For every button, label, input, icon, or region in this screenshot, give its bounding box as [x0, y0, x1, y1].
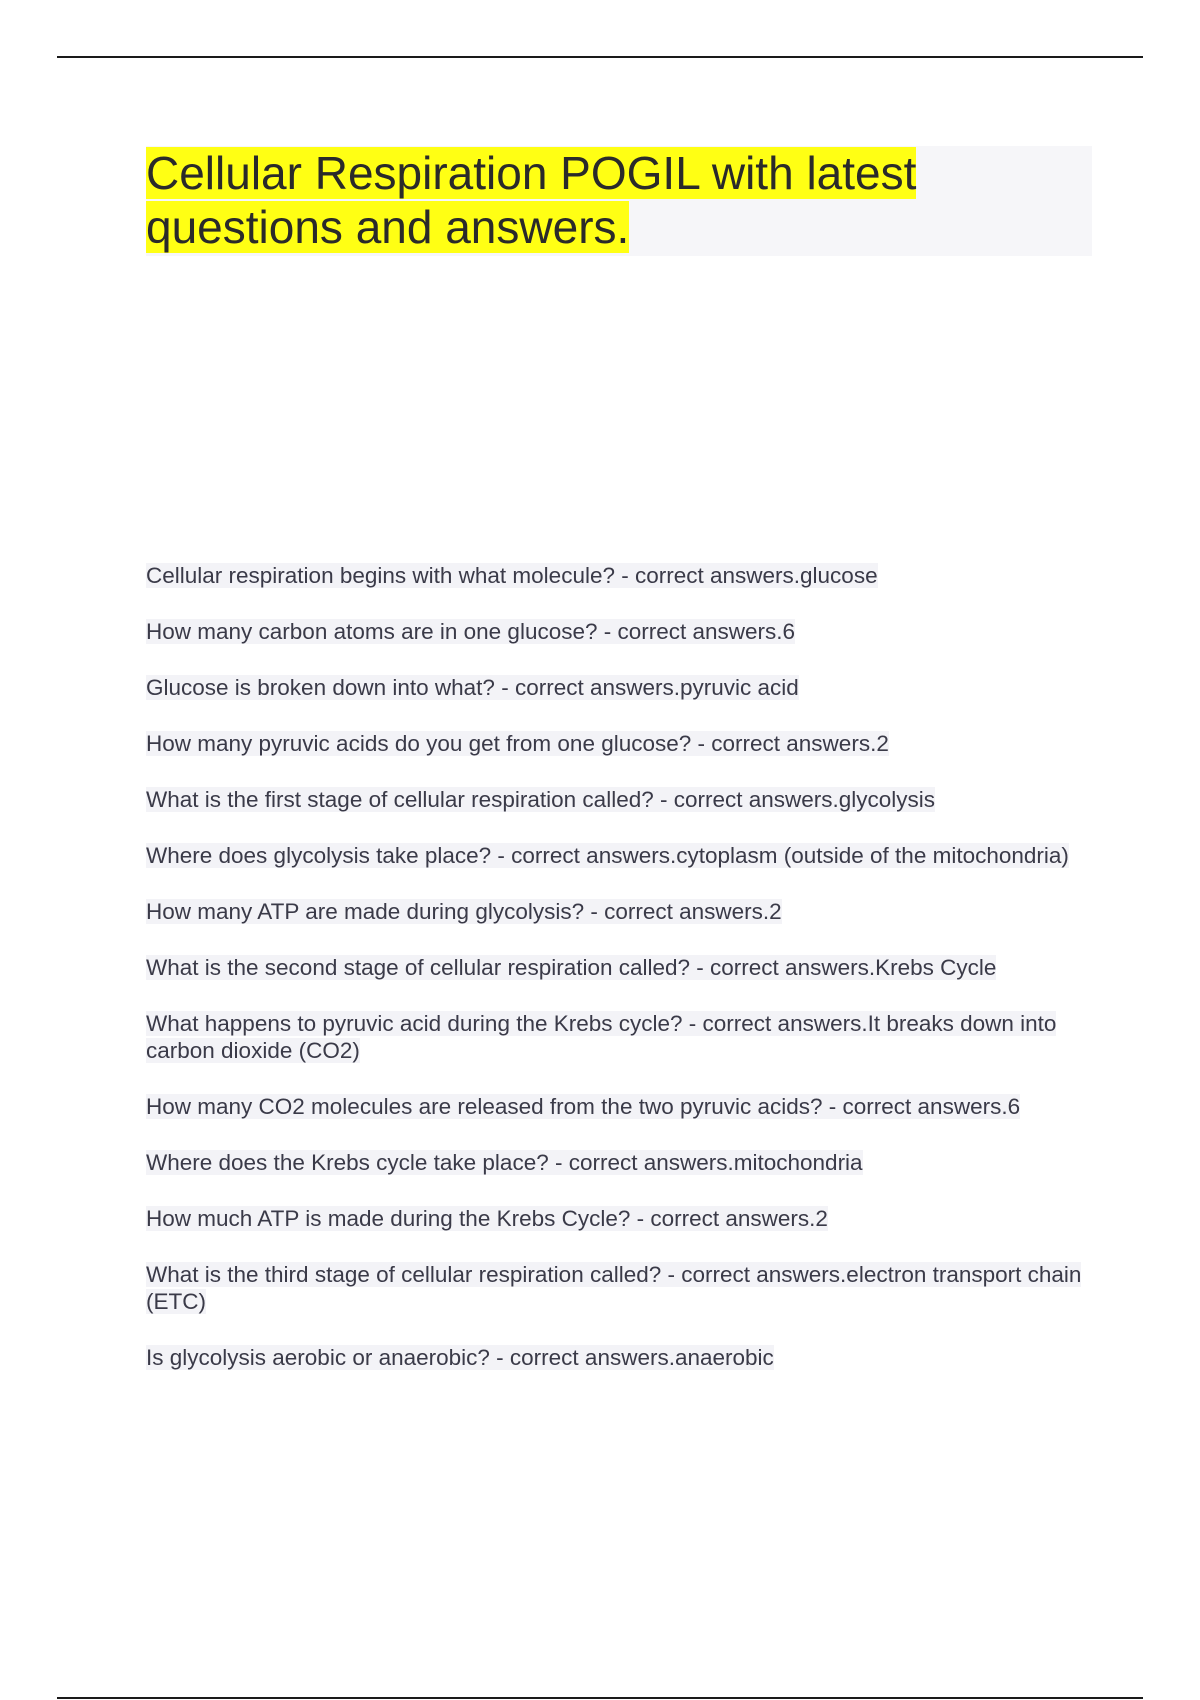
qa-item — [146, 1010, 1092, 1064]
qa-item-text: Where does glycolysis take place? - correct answers.cytoplasm (outside of the mitochondria) — [146, 843, 1069, 868]
qa-item — [146, 674, 1092, 701]
qa-item — [146, 1093, 1092, 1120]
qa-item-text: What is the third stage of cellular respiration called? - correct answers.electron transport chain (ETC) — [146, 1262, 1082, 1314]
document-title — [146, 146, 1092, 254]
qa-item-text: Where does the Krebs cycle take place? - correct answers.mitochondria — [146, 1150, 863, 1175]
qa-item-text: Is glycolysis aerobic or anaerobic? - correct answers.anaerobic — [146, 1345, 774, 1370]
qa-item — [146, 562, 1092, 589]
qa-item — [146, 618, 1092, 645]
qa-item — [146, 1205, 1092, 1232]
qa-item — [146, 898, 1092, 925]
qa-item — [146, 786, 1092, 813]
qa-item — [146, 842, 1092, 869]
qa-item — [146, 1261, 1092, 1315]
qa-item — [146, 730, 1092, 757]
qa-list — [146, 562, 1092, 1400]
top-rule — [57, 56, 1143, 58]
qa-item-text: How many ATP are made during glycolysis? - correct answers.2 — [146, 899, 782, 924]
document-title-text: Cellular Respiration POGIL with latest questions and answers. — [146, 147, 917, 253]
title-block — [146, 146, 1092, 256]
qa-item-text: What happens to pyruvic acid during the Krebs cycle? - correct answers.It breaks down into carbon dioxide (CO2) — [146, 1011, 1057, 1063]
bottom-rule — [57, 1697, 1143, 1699]
qa-item — [146, 954, 1092, 981]
qa-item — [146, 1149, 1092, 1176]
qa-item-text: How many CO2 molecules are released from the two pyruvic acids? - correct answers.6 — [146, 1094, 1021, 1119]
qa-item-text: How much ATP is made during the Krebs Cycle? - correct answers.2 — [146, 1206, 828, 1231]
qa-item — [146, 1344, 1092, 1371]
qa-item-text: What is the second stage of cellular respiration called? - correct answers.Krebs Cycle — [146, 955, 997, 980]
qa-item-text: Cellular respiration begins with what molecule? - correct answers.glucose — [146, 563, 878, 588]
qa-item-text: What is the first stage of cellular respiration called? - correct answers.glycolysis — [146, 787, 936, 812]
qa-item-text: How many pyruvic acids do you get from one glucose? - correct answers.2 — [146, 731, 889, 756]
qa-item-text: How many carbon atoms are in one glucose? - correct answers.6 — [146, 619, 796, 644]
qa-item-text: Glucose is broken down into what? - correct answers.pyruvic acid — [146, 675, 799, 700]
